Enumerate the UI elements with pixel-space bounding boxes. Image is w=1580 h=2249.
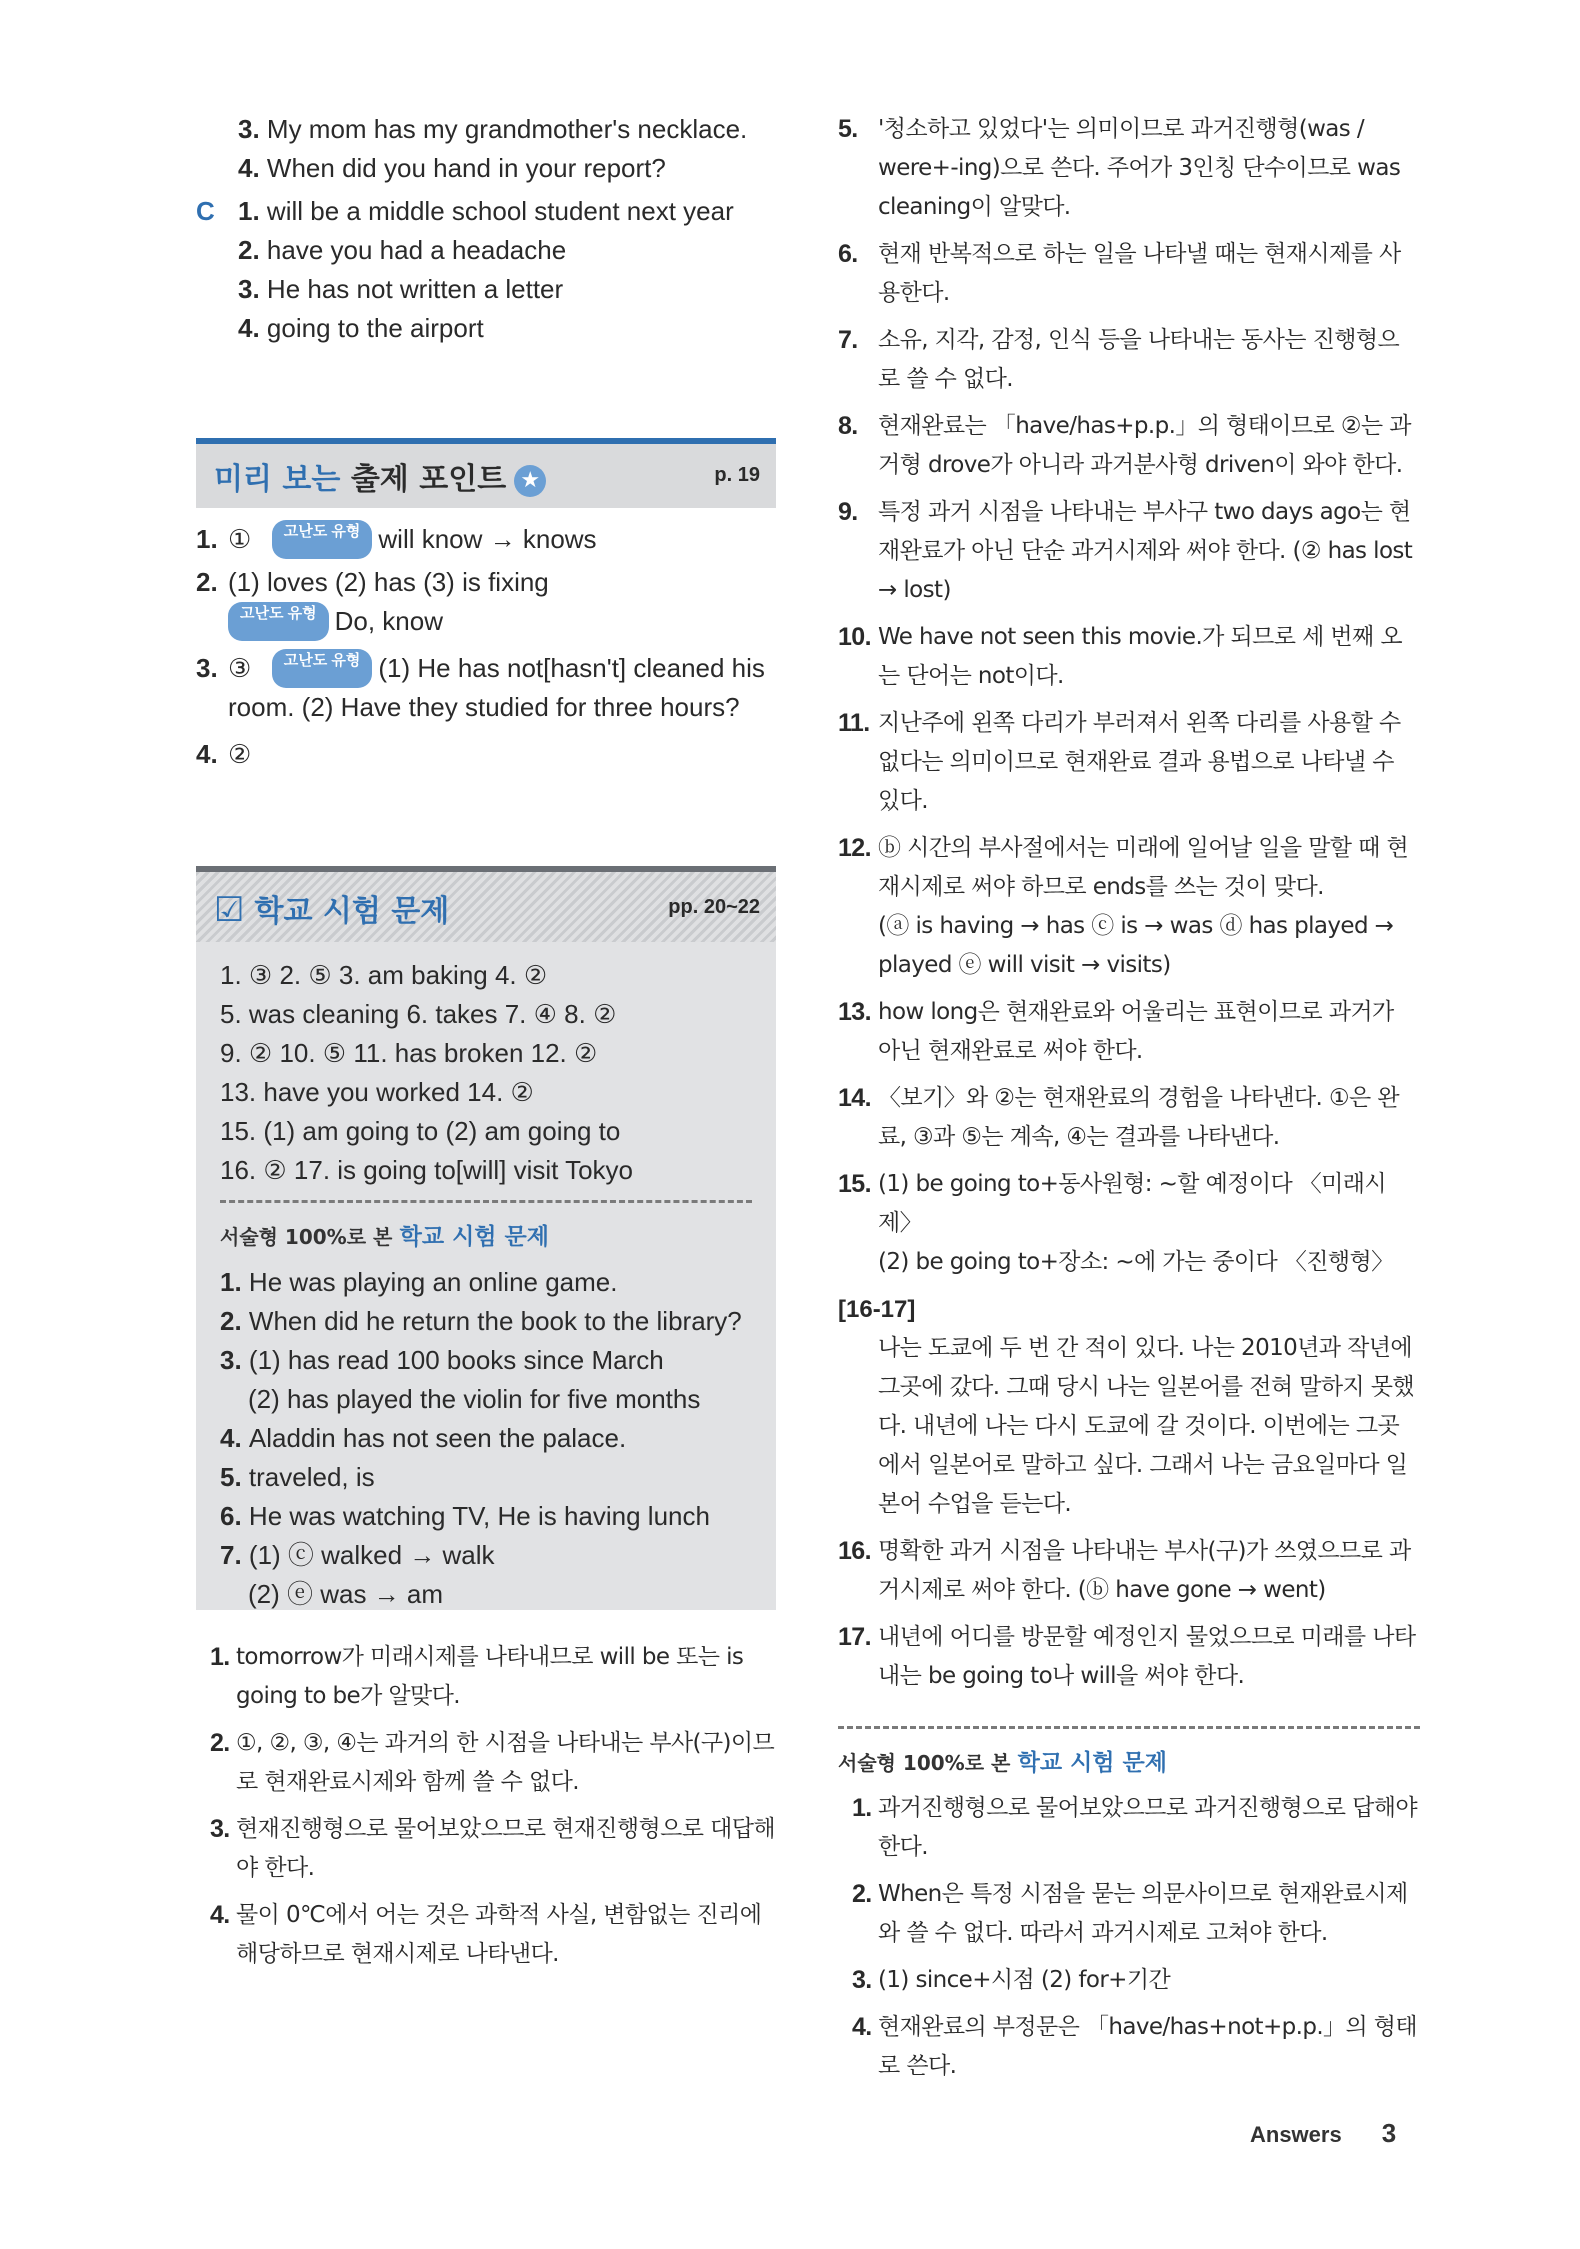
answer-line: 1. He was playing an online game.: [220, 1267, 618, 1297]
exam-answer-rows: [220, 956, 752, 1190]
explanation-item: 1. 과거진행형으로 물어보았으므로 과거진행형으로 답해야 한다.: [852, 1794, 1417, 1860]
section-c-answers: [196, 192, 776, 348]
answer-line: 6. He was watching TV, He is having lunch: [220, 1501, 710, 1531]
answer-line: 3. (1) has read 100 books since March: [220, 1345, 664, 1375]
answer-line: 2. have you had a headache: [238, 235, 567, 265]
explanation-item: 15. (1) be going to+동사원형: ~할 예정이다 〈미래시제〉 (2) be going to+장소: ~에 가는 중이다 〈진행형〉: [838, 1170, 1394, 1275]
preview-header: [196, 438, 776, 508]
explanation-item: 17. 내년에 어디를 방문할 예정인지 물었으므로 미래를 나타내는 be going to나 will을 써야 한다.: [838, 1623, 1416, 1689]
essay-answers: [220, 1263, 752, 1614]
answer-line: 7. (1) ⓒ walked → walk: [220, 1540, 495, 1570]
answer-line: 5. traveled, is: [220, 1462, 375, 1492]
answer-line: 4. going to the airport: [238, 313, 484, 343]
page-number: 3: [1381, 2118, 1397, 2148]
answer-line: 4. When did you hand in your report?: [238, 153, 666, 183]
answer-line: 9. ② 10. ⑤ 11. has broken 12. ②: [220, 1038, 598, 1068]
exam-page-ref: pp. 20~22: [668, 896, 760, 918]
dashed-divider: [220, 1200, 752, 1203]
exam-header: [196, 866, 776, 942]
explanation-item: 7. 소유, 지각, 감정, 인식 등을 나타내는 동사는 진행형으로 쓸 수 없다.: [838, 326, 1400, 392]
explanation-item: 3. (1) since+시점 (2) for+기간: [852, 1966, 1171, 1994]
answer-line: 15. (1) am going to (2) am going to: [220, 1116, 621, 1146]
answer-line: 5. was cleaning 6. takes 7. ④ 8. ②: [220, 999, 617, 1029]
explanation-item: 4. 현재완료의 부정문은 「have/has+not+p.p.」의 형태로 쓴다.: [852, 2013, 1418, 2079]
left-column: [196, 110, 776, 1982]
section-c-label: C: [196, 196, 215, 226]
page-footer: [1250, 2118, 1396, 2149]
essay-explanations: [838, 1789, 1420, 2086]
explanation-item: 6. 현재 반복적으로 하는 일을 나타낼 때는 현재시제를 사용한다.: [838, 240, 1401, 306]
answer-line: 13. have you worked 14. ②: [220, 1077, 534, 1107]
star-icon: ★: [514, 465, 546, 497]
preview-page-ref: p. 19: [714, 464, 760, 486]
explanations-right: [838, 110, 1420, 1282]
explanation-item: 5. '청소하고 있었다'는 의미이므로 과거진행형(was / were+-ing)으로 쓴다. 주어가 3인칭 단수이므로 was cleaning이 알맞다.: [838, 115, 1401, 220]
explanations-right-2: [838, 1532, 1420, 1696]
difficulty-badge: 고난도 유형: [272, 649, 373, 688]
answer-line: 16. ② 17. is going to[will] visit Tokyo: [220, 1155, 634, 1185]
right-column: [838, 110, 1420, 2094]
explanation-item: 16. 명확한 과거 시점을 나타내는 부사(구)가 쓰였으므로 과거시제로 써야 한다. (ⓑ have gone → went): [838, 1537, 1411, 1603]
passage-text: 나는 도쿄에 두 번 간 적이 있다. 나는 2010년과 작년에 그곳에 갔다. 그때 당시 나는 일본어를 전혀 말하지 못했다. 내년에 나는 다시 도쿄에 갈 것이다. 이번에는 그곳에서 일본어로 말하고 싶다. 그래서 나는 금요일마다 일본어 수업을 듣는다.: [878, 1335, 1414, 1517]
passage-16-17: [838, 1290, 1420, 1524]
explanation-item: 9. 특정 과거 시점을 나타내는 부사구 two days ago는 현재완료가 아닌 단순 과거시제와 써야 한다. (② has lost → lost): [838, 498, 1413, 603]
difficulty-badge: 고난도 유형: [228, 602, 329, 641]
explanation-item: 13. how long은 현재완료와 어울리는 표현이므로 과거가 아닌 현재완료로 써야 한다.: [838, 998, 1394, 1064]
answer-line: 3. My mom has my grandmother's necklace.: [238, 114, 748, 144]
explanation-item: 1. tomorrow가 미래시제를 나타내므로 will be 또는 is going to be가 알맞다.: [210, 1643, 744, 1709]
explanation-item: 2. ①, ②, ③, ④는 과거의 한 시점을 나타내는 부사(구)이므로 현재완료시제와 함께 쓸 수 없다.: [210, 1729, 775, 1795]
answer-line: 4. ②: [196, 739, 252, 769]
answer-line: 1. ③ 2. ⑤ 3. am baking 4. ②: [220, 960, 548, 990]
answer-line: 3. ③ 고난도 유형 (1) He has not[hasn't] cleaned his: [196, 649, 776, 688]
answer-line: 1. ① 고난도 유형 will know → knows: [196, 520, 776, 559]
answer-line: room. (2) Have they studied for three hours?: [228, 692, 740, 722]
answer-line: 1. will be a middle school student next year: [238, 196, 734, 226]
exam-section: [196, 866, 776, 1610]
explanation-item: 11. 지난주에 왼쪽 다리가 부러져서 왼쪽 다리를 사용할 수 없다는 의미이므로 현재완료 결과 용법으로 나타낼 수 있다.: [838, 709, 1401, 814]
section-b-answers: [196, 110, 776, 188]
explanation-item: 4. 물이 0℃에서 어는 것은 과학적 사실, 변함없는 진리에 해당하므로 현재시제로 나타낸다.: [210, 1901, 762, 1967]
answer-line: 2. (1) loves (2) has (3) is fixing: [196, 567, 549, 597]
difficulty-badge: 고난도 유형: [272, 520, 373, 559]
answer-line: (2) ⓔ was → am: [248, 1579, 444, 1609]
passage-label: [16-17]: [838, 1296, 916, 1323]
exam-answers-box: [196, 942, 776, 1610]
footer-label: Answers: [1250, 2122, 1342, 2147]
explanation-item: 12. ⓑ 시간의 부사절에서는 미래에 일어날 일을 말할 때 현재시제로 써야 하므로 ends를 쓰는 것이 맞다. (ⓐ is having → has ⓒ is → was ⓓ has played → played ⓔ will visit → visits): [838, 834, 1409, 978]
preview-section: [196, 438, 776, 774]
explanation-item: 14. 〈보기〉와 ②는 현재완료의 경험을 나타낸다. ①은 완료, ③과 ⑤는 계속, ④는 결과를 나타낸다.: [838, 1084, 1399, 1150]
preview-title: 미리 보는 출제 포인트 ★: [214, 454, 546, 498]
exam-title: ☑ 학교 시험 문제: [214, 890, 450, 930]
explanation-item: 10. We have not seen this movie.가 되므로 세 번째 오는 단어는 not이다.: [838, 623, 1402, 689]
dashed-divider: [838, 1726, 1420, 1729]
answer-line: 고난도 유형 Do, know: [196, 602, 776, 641]
exam-subheading: 서술형 100%로 본 학교 시험 문제: [220, 1224, 549, 1250]
explanation-item: 8. 현재완료는 「have/has+p.p.」의 형태이므로 ②는 과거형 drove가 아니라 과거분사형 driven이 와야 한다.: [838, 412, 1411, 478]
explanations-left: [196, 1638, 776, 1974]
preview-answers: [196, 520, 776, 774]
answer-line: 2. When did he return the book to the library?: [220, 1306, 742, 1336]
answer-line: (2) has played the violin for five months: [248, 1384, 701, 1414]
explanation-item: 2. When은 특정 시점을 묻는 의문사이므로 현재완료시제와 쓸 수 없다. 따라서 과거시제로 고쳐야 한다.: [852, 1880, 1408, 1946]
explanation-item: 3. 현재진행형으로 물어보았으므로 현재진행형으로 대답해야 한다.: [210, 1815, 775, 1881]
essay-subheading: 서술형 100%로 본 학교 시험 문제: [838, 1750, 1167, 1776]
answer-line: 4. Aladdin has not seen the palace.: [220, 1423, 627, 1453]
check-icon: ☑: [214, 890, 245, 930]
answer-line: 3. He has not written a letter: [238, 274, 564, 304]
